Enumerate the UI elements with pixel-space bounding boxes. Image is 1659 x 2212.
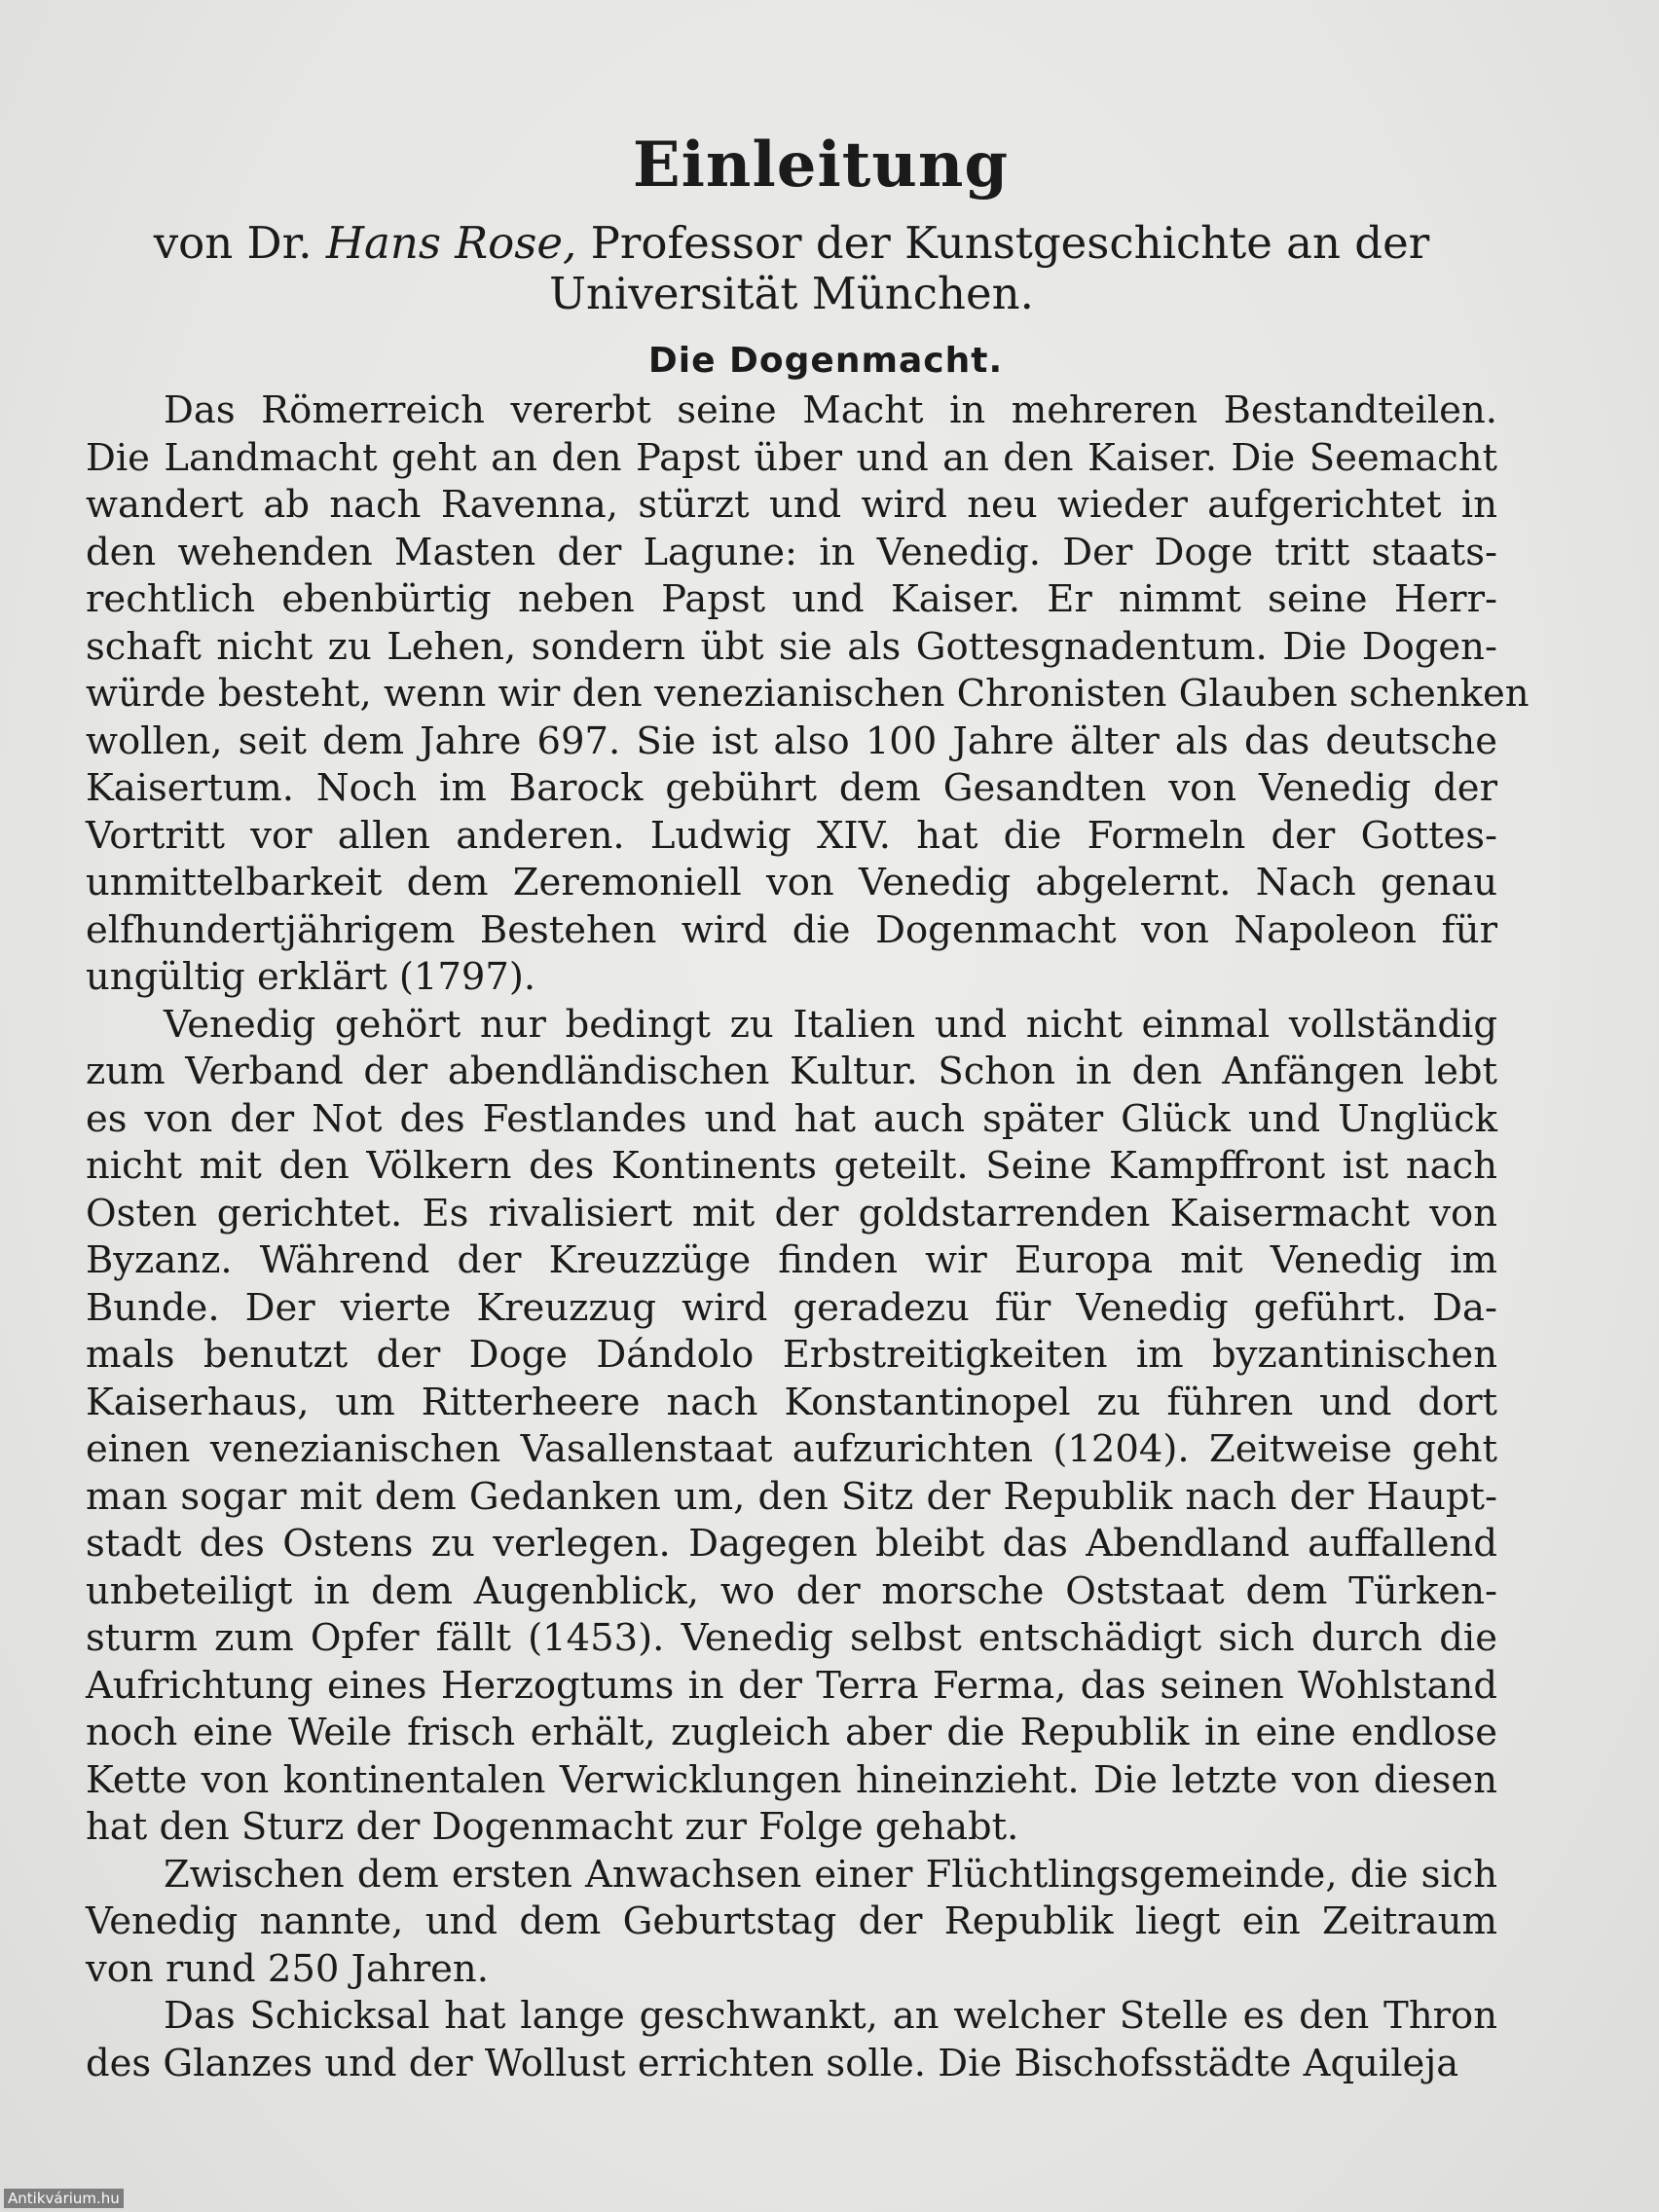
text-line: wandert ab nach Ravenna, stürzt und wird neu wieder aufgerichtet in: [86, 483, 1497, 527]
page-title: Einleitung: [632, 129, 1010, 202]
text-line: Aufrichtung eines Herzogtums in der Terra Ferma, das seinen Wohlstand: [86, 1663, 1497, 1708]
paragraph: [86, 1993, 1497, 2087]
text-line: rechtlich ebenbürtig neben Papst und Kaiser. Er nimmt seine Herr-: [86, 577, 1497, 621]
text-line: schaft nicht zu Lehen, sondern übt sie als Gottesgnadentum. Die Dogen-: [86, 624, 1497, 669]
text-line: Venedig nannte, und dem Geburtstag der Republik liegt ein Zeitraum: [86, 1899, 1497, 1943]
author-byline: [86, 218, 1497, 319]
text-line: Das Schicksal hat lange geschwankt, an welcher Stelle es den Thron: [164, 1994, 1497, 2038]
text-line: Vortritt vor allen anderen. Ludwig XIV. hat die Formeln der Gottes-: [86, 813, 1497, 858]
text-line: Osten gerichtet. Es rivalisiert mit der goldstarrenden Kaisermacht von: [86, 1191, 1497, 1235]
text-line: mals benutzt der Doge Dándolo Erbstreitigkeiten im byzantinischen: [86, 1333, 1497, 1377]
text-line: Bunde. Der vierte Kreuzzug wird geradezu für Venedig geführt. Da-: [86, 1285, 1497, 1330]
page-content: [86, 127, 1530, 2087]
text-line: den wehenden Masten der Lagune: in Venedig. Der Doge tritt staats-: [86, 530, 1497, 574]
paragraph: [86, 387, 1530, 1002]
text-line: stadt des Ostens zu verlegen. Dagegen bleibt das Abendland auffallend: [86, 1522, 1497, 1566]
text-line: Kette von kontinentalen Verwicklungen hineinzieht. Die letzte von diesen: [86, 1757, 1497, 1802]
text-line: es von der Not des Festlandes und hat auch später Glück und Unglück: [86, 1096, 1497, 1141]
text-line: einen venezianischen Vasallenstaat aufzurichten (1204). Zeitweise geht: [86, 1427, 1497, 1471]
text-line: von rund 250 Jahren.: [86, 1946, 489, 1991]
text-line: Zwischen dem ersten Anwachsen einer Flüchtlingsgemeinde, die sich: [164, 1852, 1497, 1897]
text-line: des Glanzes und der Wollust errichten solle. Die Bischofsstädte Aquileja: [86, 2041, 1459, 2085]
text-line: nicht mit den Völkern des Kontinents geteilt. Seine Kampffront ist nach: [86, 1144, 1497, 1188]
text-line: man sogar mit dem Gedanken um, den Sitz der Republik nach der Haupt-: [86, 1474, 1497, 1519]
text-line: Die Landmacht geht an den Papst über und an den Kaiser. Die Seemacht: [86, 435, 1497, 480]
byline-affiliation: Professor der Kunstgeschichte an der: [576, 217, 1430, 269]
text-line: ungültig erklärt (1797).: [86, 955, 536, 999]
text-line: Das Römerreich vererbt seine Macht in mehreren Bestandteilen.: [164, 388, 1497, 432]
byline-prefix: von Dr.: [153, 217, 326, 269]
body-text: [86, 387, 1530, 2087]
text-line: Kaisertum. Noch im Barock gebührt dem Gesandten von Venedig der: [86, 766, 1497, 810]
text-line: Venedig gehört nur bedingt zu Italien und nicht einmal vollständig: [164, 1002, 1497, 1047]
text-line: sturm zum Opfer fällt (1453). Venedig selbst entschädigt sich durch die: [86, 1616, 1497, 1660]
text-line: Kaiserhaus, um Ritterheere nach Konstantinopel zu führen und dort: [86, 1380, 1497, 1424]
section-heading: Die Dogenmacht.: [647, 341, 1004, 381]
text-line: noch eine Weile frisch erhält, zugleich aber die Republik in eine endlose: [86, 1711, 1497, 1754]
text-line: unbeteiligt in dem Augenblick, wo der morsche Oststaat dem Türken-: [86, 1568, 1497, 1613]
text-line: unmittelbarkeit dem Zeremoniell von Venedig abgelernt. Nach genau: [86, 861, 1497, 904]
text-line: wollen, seit dem Jahre 697. Sie ist also 100 Jahre älter als das deutsche: [86, 719, 1497, 763]
watermark: Antikvárium.hu: [4, 2189, 124, 2208]
text-line: hat den Sturz der Dogenmacht zur Folge gehabt.: [86, 1805, 1019, 1849]
author-name: Hans Rose,: [325, 217, 577, 269]
text-line: elfhundertjährigem Bestehen wird die Dogenmacht von Napoleon für: [86, 907, 1497, 952]
text-line: Byzanz. Während der Kreuzzüge finden wir Europa mit Venedig im: [86, 1238, 1497, 1282]
byline-university: Universität München.: [549, 268, 1034, 319]
paragraph: [86, 1002, 1497, 1852]
text-line: zum Verband der abendländischen Kultur. Schon in den Anfängen lebt: [86, 1050, 1497, 1093]
paragraph: [86, 1852, 1497, 1994]
text-line: würde besteht, wenn wir den venezianischen Chronisten Glauben schenken: [86, 672, 1530, 716]
